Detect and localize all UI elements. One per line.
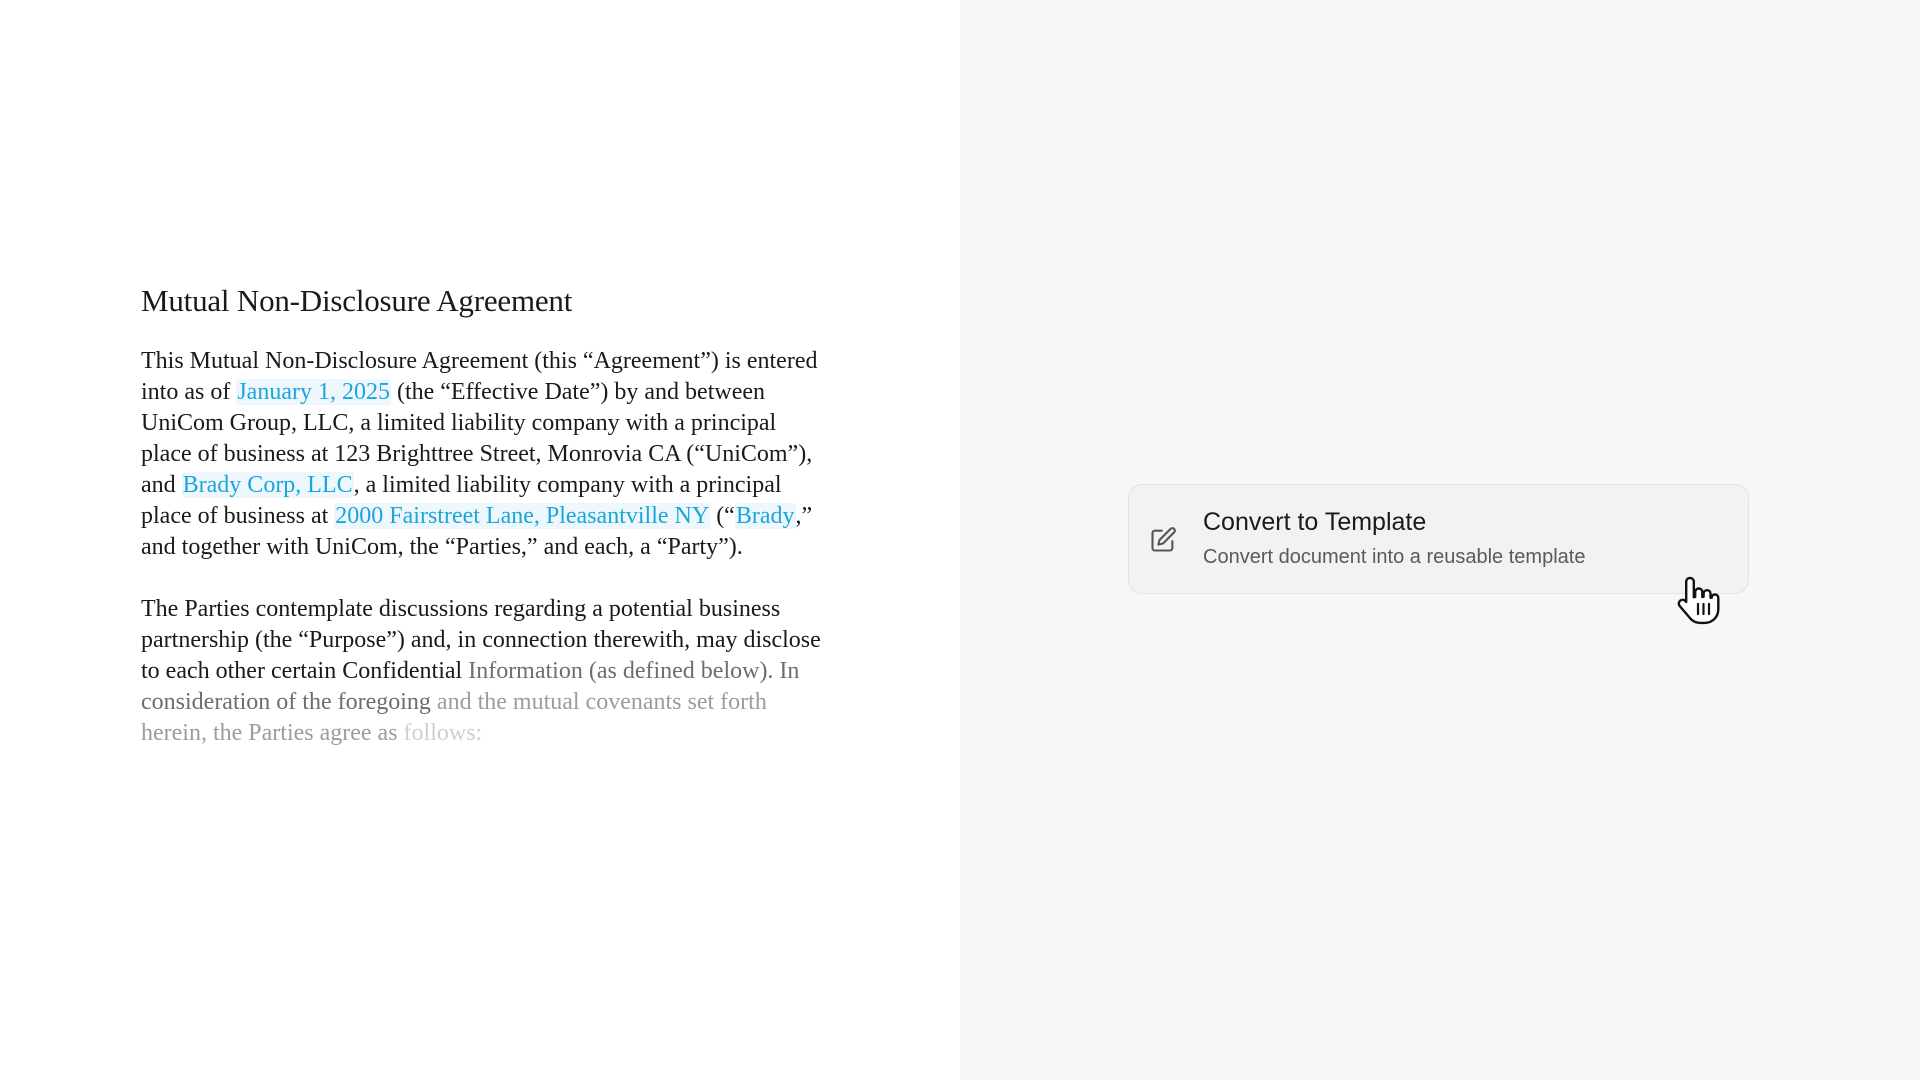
field-party-short-name[interactable]: Brady: [735, 503, 795, 529]
paragraph-parties: [141, 346, 831, 563]
hand-pointer-cursor-icon: [1676, 574, 1722, 626]
action-title: Convert to Template: [1203, 508, 1427, 536]
paragraph-purpose: [141, 594, 831, 749]
paragraph-text: This Mutual Non-Disclosure Agreement (this “Agreement”) is entered into as of: [141, 348, 818, 405]
actions-pane: [960, 0, 1920, 1080]
paragraph-text: (the “Effective Date”) by and between UniCom Group, LLC, a limited liability company with a principal place of business at 123 Brighttree Street, Monrovia CA (“UniCom”), and: [141, 379, 813, 498]
document-title: Mutual Non-Disclosure Agreement: [141, 283, 573, 318]
paragraph-text: (“: [710, 503, 735, 529]
paragraph-text: ,” and together with UniCom, the “Parties,” and each, a “Party”).: [141, 503, 813, 560]
paragraph-text: , a limited liability company with a principal place of business at: [141, 472, 782, 529]
paragraph-text: and the mutual covenants set forth herein, the Parties agree as: [141, 689, 767, 746]
edit-icon: [1149, 526, 1177, 554]
action-description: Convert document into a reusable template: [1203, 546, 1586, 568]
field-effective-date[interactable]: January 1, 2025: [237, 379, 390, 405]
field-party-name[interactable]: Brady Corp, LLC: [182, 472, 353, 498]
paragraph-text: The Parties contemplate discussions regarding a potential business partnership (the “Purpose”) and, in connection therewith, may disclose to each other certain Confidential: [141, 596, 821, 684]
paragraph-text: follows:: [403, 720, 483, 746]
document: [141, 280, 831, 749]
paragraph-text: Information (as defined below). In consideration of the foregoing: [141, 658, 800, 715]
convert-to-template-button[interactable]: [1128, 484, 1749, 594]
field-party-address[interactable]: 2000 Fairstreet Lane, Pleasantville NY: [335, 503, 710, 529]
